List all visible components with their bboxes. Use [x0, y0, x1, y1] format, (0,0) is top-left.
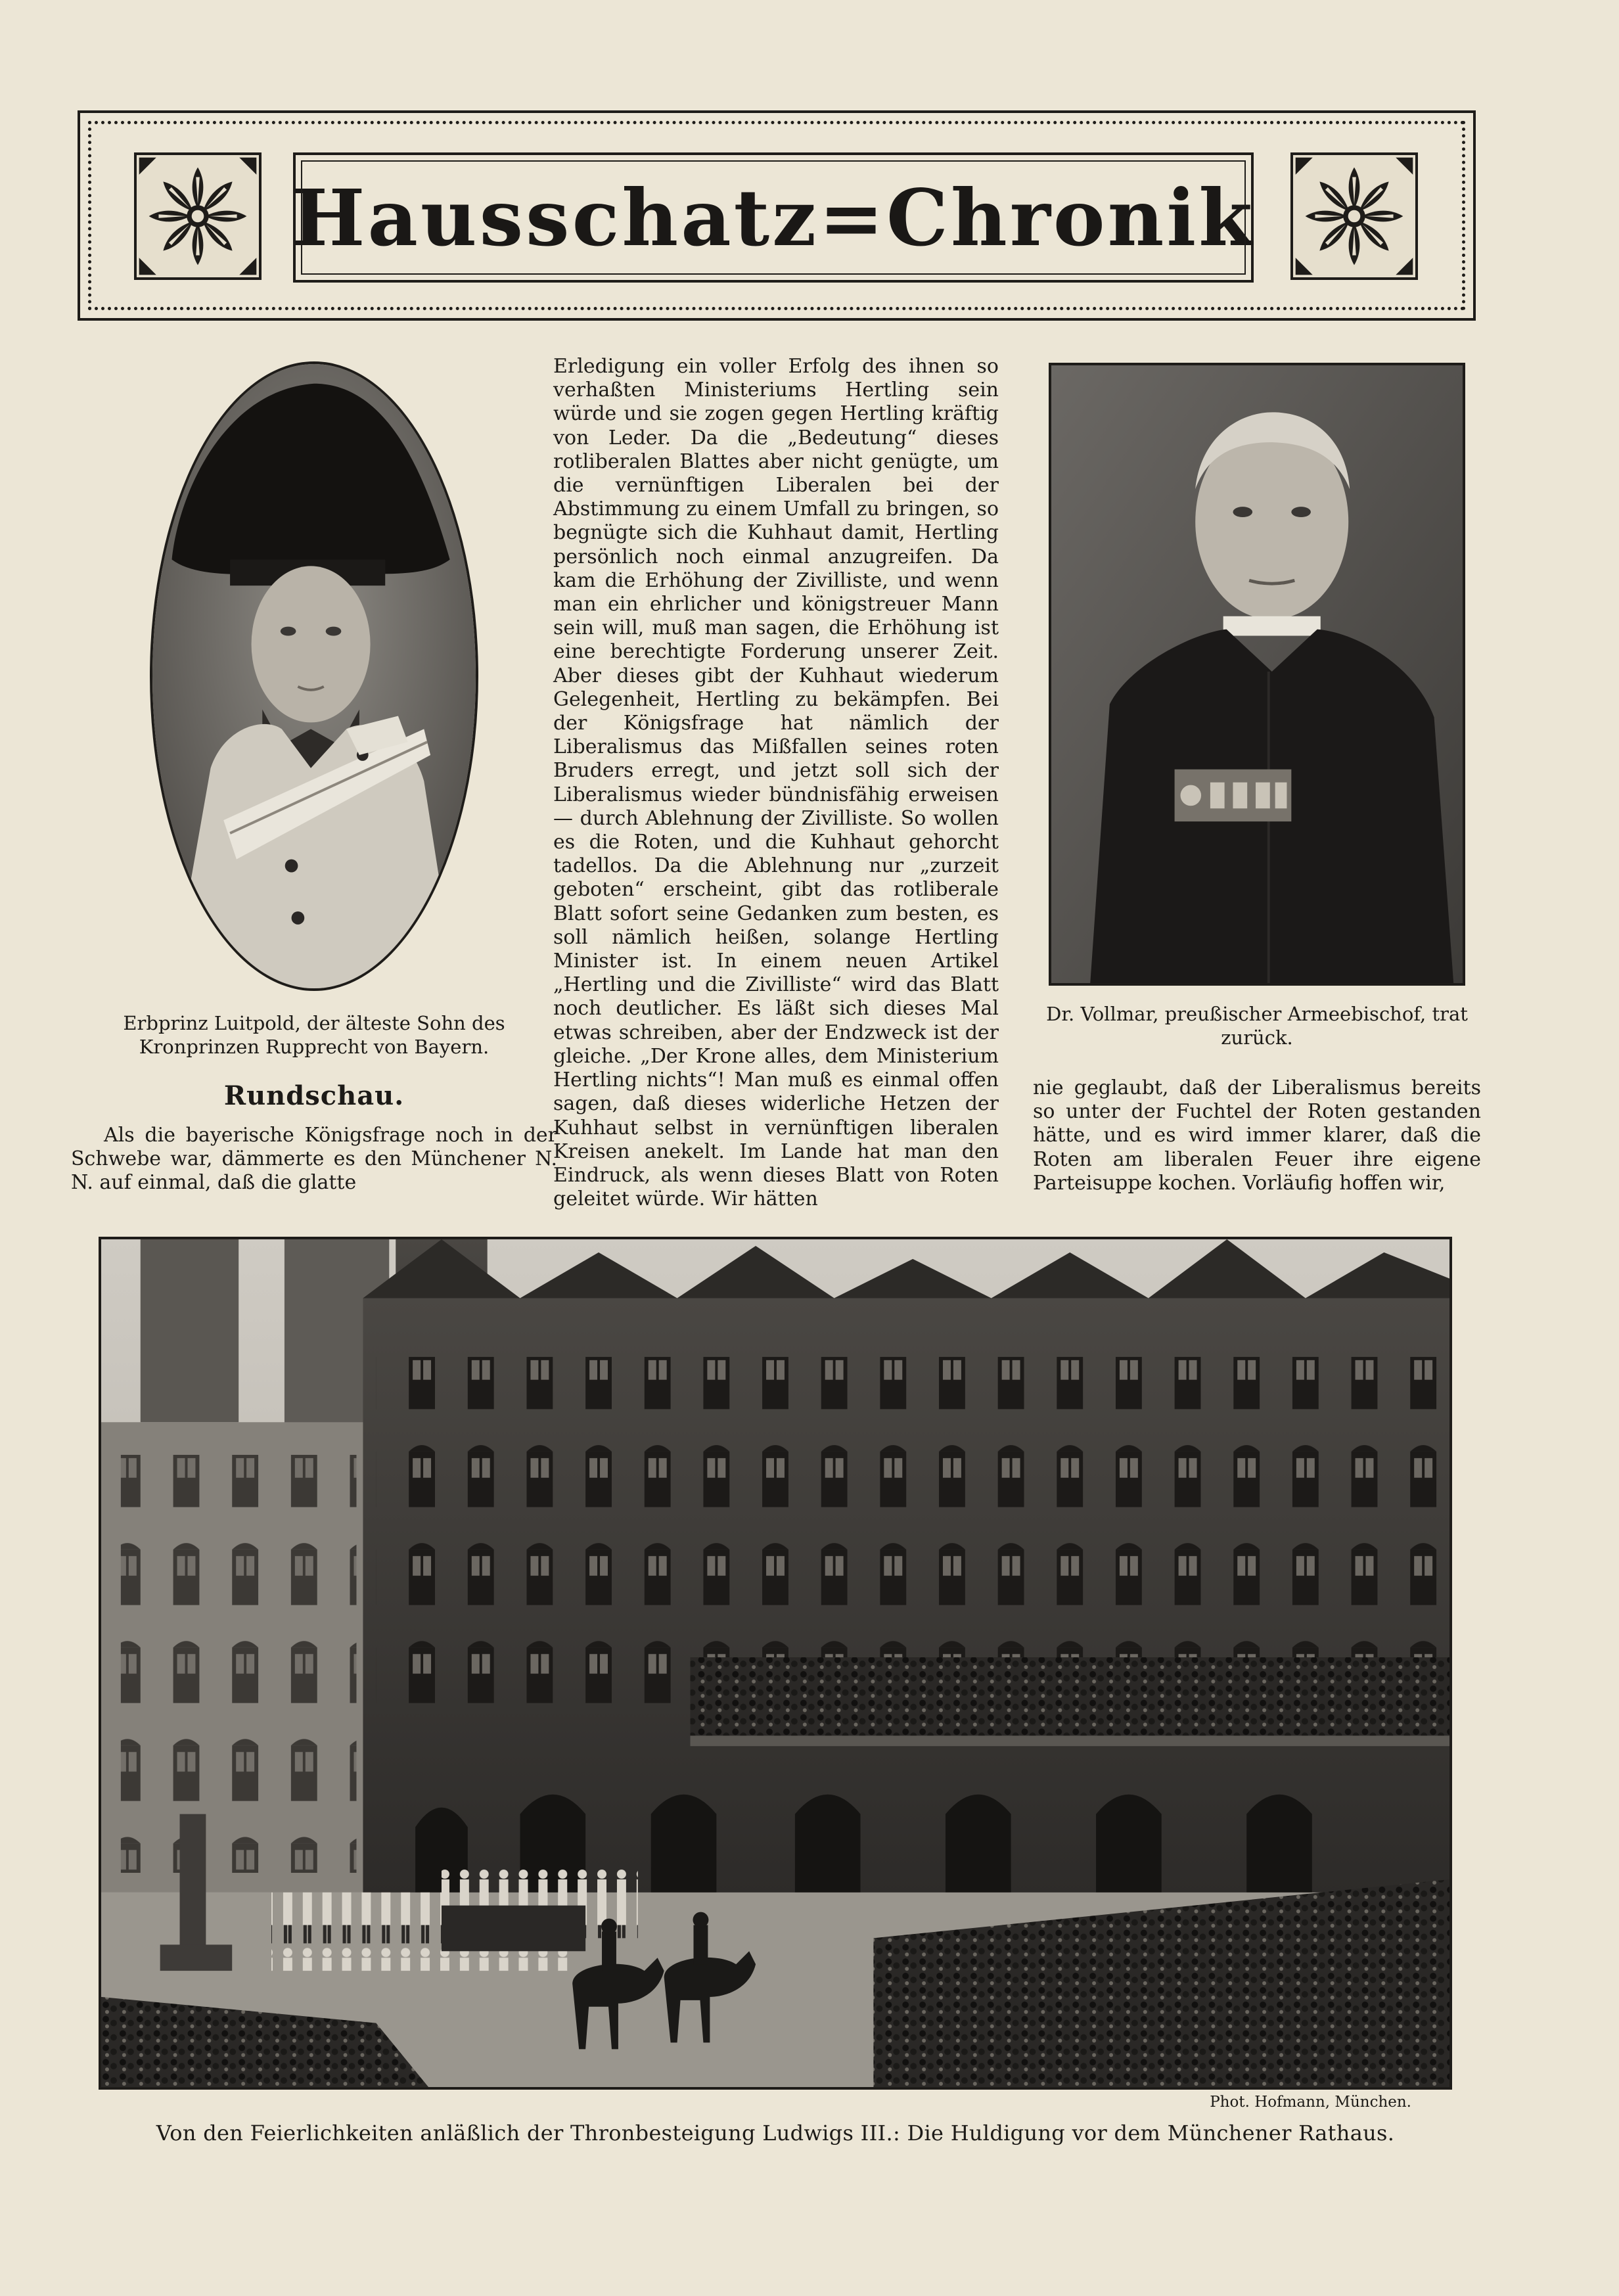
page-title: Hausschatz=Chronik: [291, 172, 1256, 264]
bishop-portrait-photo: [1049, 363, 1465, 986]
masthead-title-box: [293, 152, 1254, 283]
section-heading: Rundschau.: [223, 1080, 405, 1111]
photo-credit: Phot. Hofmann, München.: [1210, 2094, 1411, 2111]
ceremony-photo-caption: Von den Feierlichkeiten anläßlich der Thronbesteigung Ludwigs III.: Die Huldigung vor dem Münchener Rathaus.: [156, 2121, 1395, 2146]
article-column-1: Als die bayerische Königsfrage noch in der Schwebe war, dämmerte es den Münchener N. N. auf einmal, daß die glatte: [71, 1124, 557, 1195]
article-column-2: Erledigung ein voller Erfolg des ihnen so verhaßten Ministeriums Hertling sein würde und sie zogen gegen Hertling kräftig von Leder. Da die „Bedeutung“ dieses rotliberalen Blattes aber nicht genügte, um die vernünftigen Liberalen bei der Abstimmung zu einem Umfall zu bringen, so begnügte sich die Kuhhaut damit, Hertling persönlich noch einmal anzugreifen. Da kam die Erhöhung der Zivilliste, und wenn man ein ehrlicher und königstreuer Mann sein will, muß man sagen, die Erhöhung ist eine berechtigte Forderung unserer Zeit. Aber dieses gibt der Kuhhaut wiederum Gelegenheit, Hertling zu bekämpfen. Bei der Königsfrage hat nämlich der Liberalismus das Mißfallen seines roten Bruders erregt, und jetzt soll sich der Liberalismus wieder bündnisfähig erweisen — durch Ablehnung der Zivilliste. So wollen es die Roten, und die Kuhhaut gehorcht tadellos. Da die Ablehnung nur „zurzeit geboten“ erscheint, gibt das rotliberale Blatt sofort seine Gedanken zum besten, es soll nämlich heißen, solange Hertling Minister ist. In einem neuen Artikel „Hertling und die Zivilliste“ wird das Blatt noch deutlicher. Es läßt sich dieses Mal etwas schreiben, aber der Endzweck ist der gleiche. „Der Krone alles, dem Ministerium Hertling nichts“! Man muß es einmal offen sagen, daß dieses widerliche Hetzen der Kuhhaut selbst in vernünftigen liberalen Kreisen anekelt. Im Lande hat man den Eindruck, als wenn dieses Blatt von Roten geleitet würde. Wir hätten: [553, 355, 999, 1211]
bishop-photo-caption: Dr. Vollmar, preußischer Armeebischof, trat zurück.: [1046, 1003, 1468, 1049]
rosette-ornament-icon: [1290, 152, 1418, 280]
rosette-ornament-icon: [134, 152, 262, 280]
prince-photo-caption: Erbprinz Luitpold, der älteste Sohn des Kronprinzen Rupprecht von Bayern.: [123, 1012, 505, 1058]
ceremony-photo: [99, 1237, 1452, 2090]
article-column-3: nie geglaubt, daß der Liberalismus bereits so unter der Fuchtel der Roten gestanden hätte, und es wird immer klarer, daß die Roten am liberalen Feuer ihre eigene Parteisuppe kochen. Vorläufig hoffen wir,: [1033, 1076, 1481, 1195]
prince-portrait-photo: [150, 361, 478, 991]
